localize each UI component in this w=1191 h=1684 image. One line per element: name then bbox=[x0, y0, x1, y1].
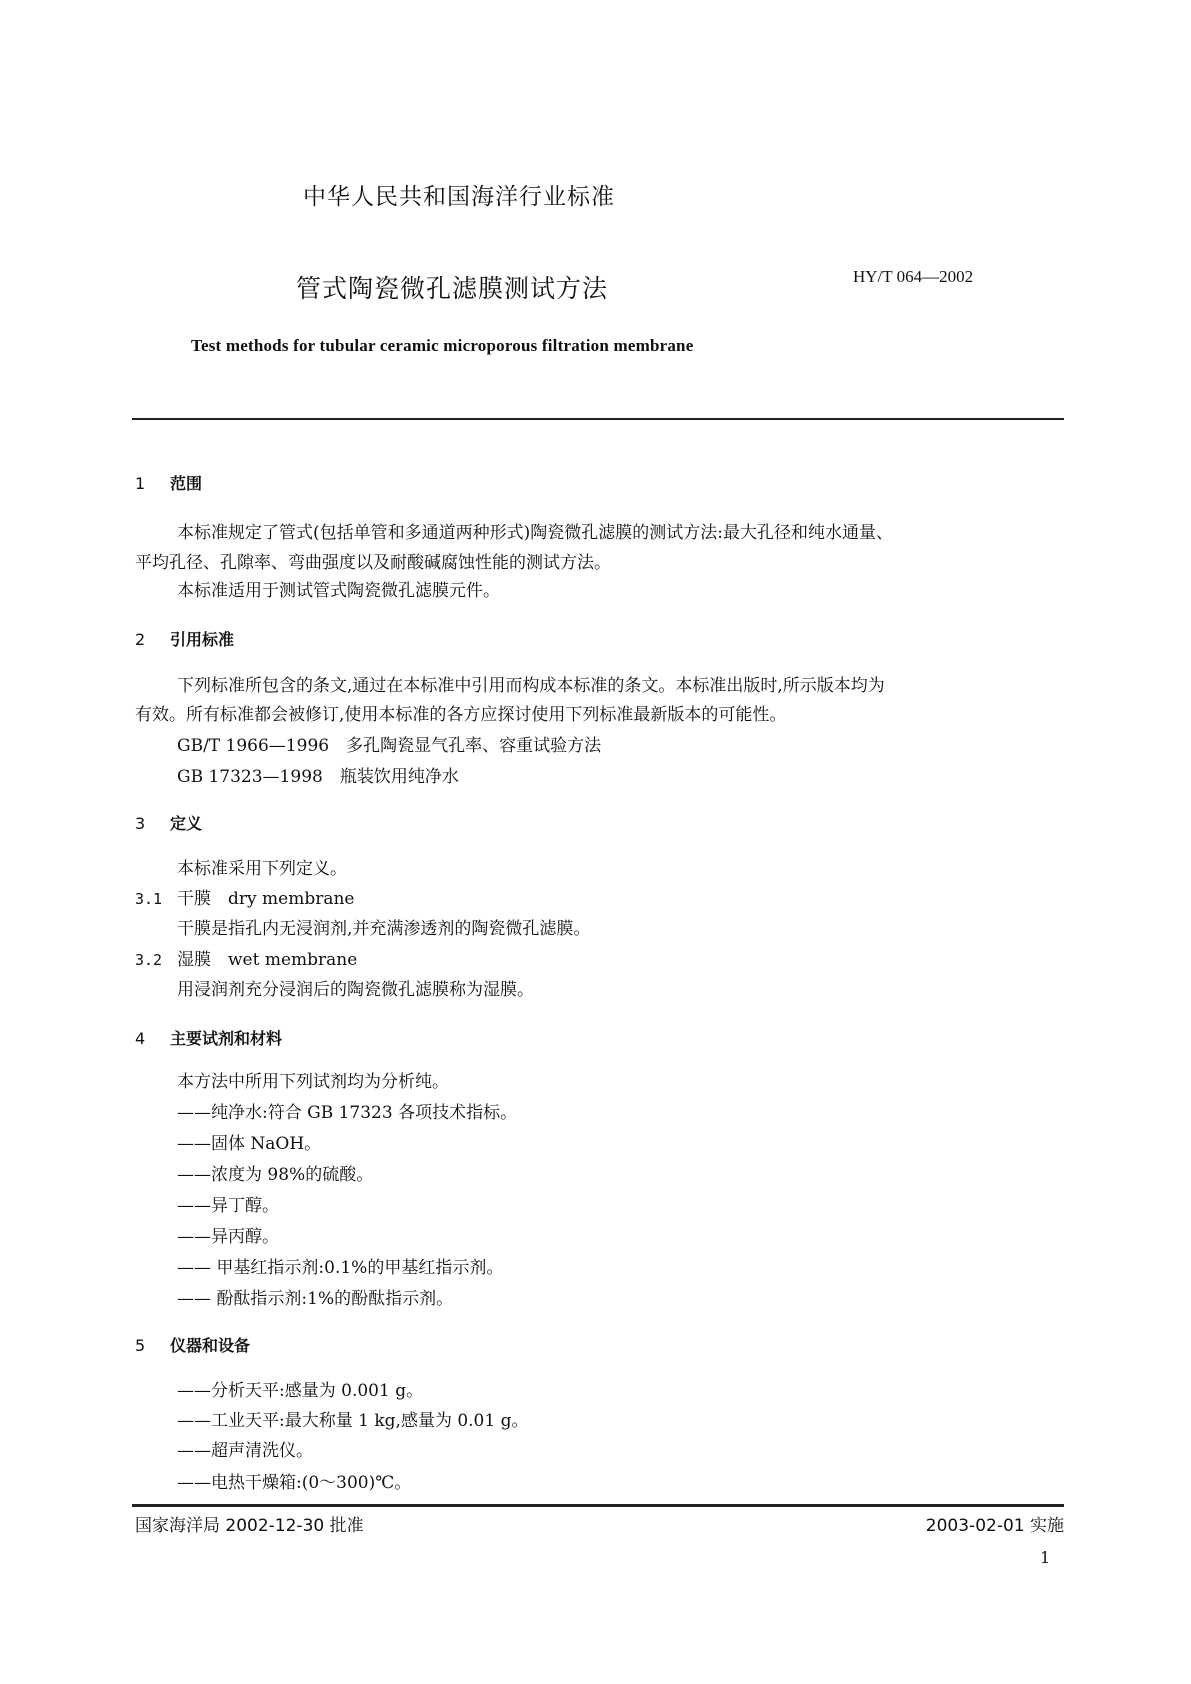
paragraph-line: 下列标准所包含的条文,通过在本标准中引用而构成本标准的条文。本标准出版时,所示版本均为 bbox=[177, 676, 885, 696]
section-heading bbox=[135, 816, 202, 832]
header-divider bbox=[132, 418, 1064, 420]
list-item: ——超声清洗仪。 bbox=[177, 1441, 313, 1461]
list-item: ——分析天平:感量为 0.001 g。 bbox=[177, 1381, 424, 1401]
list-item: ——异丙醇。 bbox=[177, 1227, 279, 1247]
document-title: 管式陶瓷微孔滤膜测试方法 bbox=[296, 274, 609, 303]
list-item: ——浓度为 98%的硫酸。 bbox=[177, 1165, 374, 1185]
list-item: —— 酚酞指示剂:1%的酚酞指示剂。 bbox=[177, 1289, 454, 1309]
effective-date: 2003-02-01 实施 bbox=[925, 1516, 1064, 1536]
english-title: Test methods for tubular ceramic microporous filtration membrane bbox=[191, 336, 694, 355]
paragraph-line: 有效。所有标准都会被修订,使用本标准的各方应探讨使用下列标准最新版本的可能性。 bbox=[135, 705, 787, 725]
clause-number: 3.1 bbox=[135, 890, 163, 908]
reference-standard: GB/T 1966—1996 多孔陶瓷显气孔率、容重试验方法 bbox=[177, 736, 602, 756]
list-item: ——电热干燥箱:(0～300)℃。 bbox=[177, 1473, 412, 1493]
list-item: ——纯净水:符合 GB 17323 各项技术指标。 bbox=[177, 1103, 518, 1123]
list-item: ——工业天平:最大称量 1 kg,感量为 0.01 g。 bbox=[177, 1411, 529, 1431]
section-number: 4 bbox=[135, 1029, 146, 1048]
reference-standard: GB 17323—1998 瓶装饮用纯净水 bbox=[177, 767, 459, 787]
section-heading bbox=[135, 1338, 250, 1354]
paragraph-line: 本标准规定了管式(包括单管和多通道两种形式)陶瓷微孔滤膜的测试方法:最大孔径和纯水通量、 bbox=[177, 523, 893, 543]
standard-code: HY/T 064—2002 bbox=[853, 267, 974, 286]
section-heading bbox=[135, 632, 234, 648]
section-title: 引用标准 bbox=[170, 630, 235, 649]
footer-divider bbox=[132, 1504, 1064, 1507]
paragraph-line: 本方法中所用下列试剂均为分析纯。 bbox=[177, 1072, 449, 1092]
term: 干膜 dry membrane bbox=[177, 889, 355, 909]
list-item: ——固体 NaOH。 bbox=[177, 1134, 322, 1154]
section-number: 3 bbox=[135, 814, 146, 833]
section-title: 主要试剂和材料 bbox=[170, 1029, 283, 1048]
standard-category: 中华人民共和国海洋行业标准 bbox=[303, 184, 615, 210]
section-number: 2 bbox=[135, 630, 146, 649]
section-heading bbox=[135, 476, 202, 492]
list-item: ——异丁醇。 bbox=[177, 1196, 279, 1216]
paragraph-line: 平均孔径、孔隙率、弯曲强度以及耐酸碱腐蚀性能的测试方法。 bbox=[135, 553, 611, 573]
section-number: 5 bbox=[135, 1336, 146, 1355]
section-title: 仪器和设备 bbox=[170, 1336, 251, 1355]
definition-text: 干膜是指孔内无浸润剂,并充满渗透剂的陶瓷微孔滤膜。 bbox=[177, 919, 591, 939]
definition-term bbox=[135, 952, 357, 969]
list-item: —— 甲基红指示剂:0.1%的甲基红指示剂。 bbox=[177, 1258, 504, 1278]
definition-text: 用浸润剂充分浸润后的陶瓷微孔滤膜称为湿膜。 bbox=[177, 980, 534, 1000]
term: 湿膜 wet membrane bbox=[177, 950, 358, 970]
approval-date: 国家海洋局 2002-12-30 批准 bbox=[135, 1516, 364, 1536]
section-title: 定义 bbox=[170, 814, 203, 833]
paragraph-line: 本标准采用下列定义。 bbox=[177, 859, 347, 879]
page-number: 1 bbox=[1040, 1548, 1051, 1567]
clause-number: 3.2 bbox=[135, 951, 163, 969]
definition-term bbox=[135, 891, 354, 908]
section-title: 范围 bbox=[170, 474, 203, 493]
section-number: 1 bbox=[135, 474, 146, 493]
paragraph-line: 本标准适用于测试管式陶瓷微孔滤膜元件。 bbox=[177, 581, 500, 601]
section-heading bbox=[135, 1031, 282, 1047]
